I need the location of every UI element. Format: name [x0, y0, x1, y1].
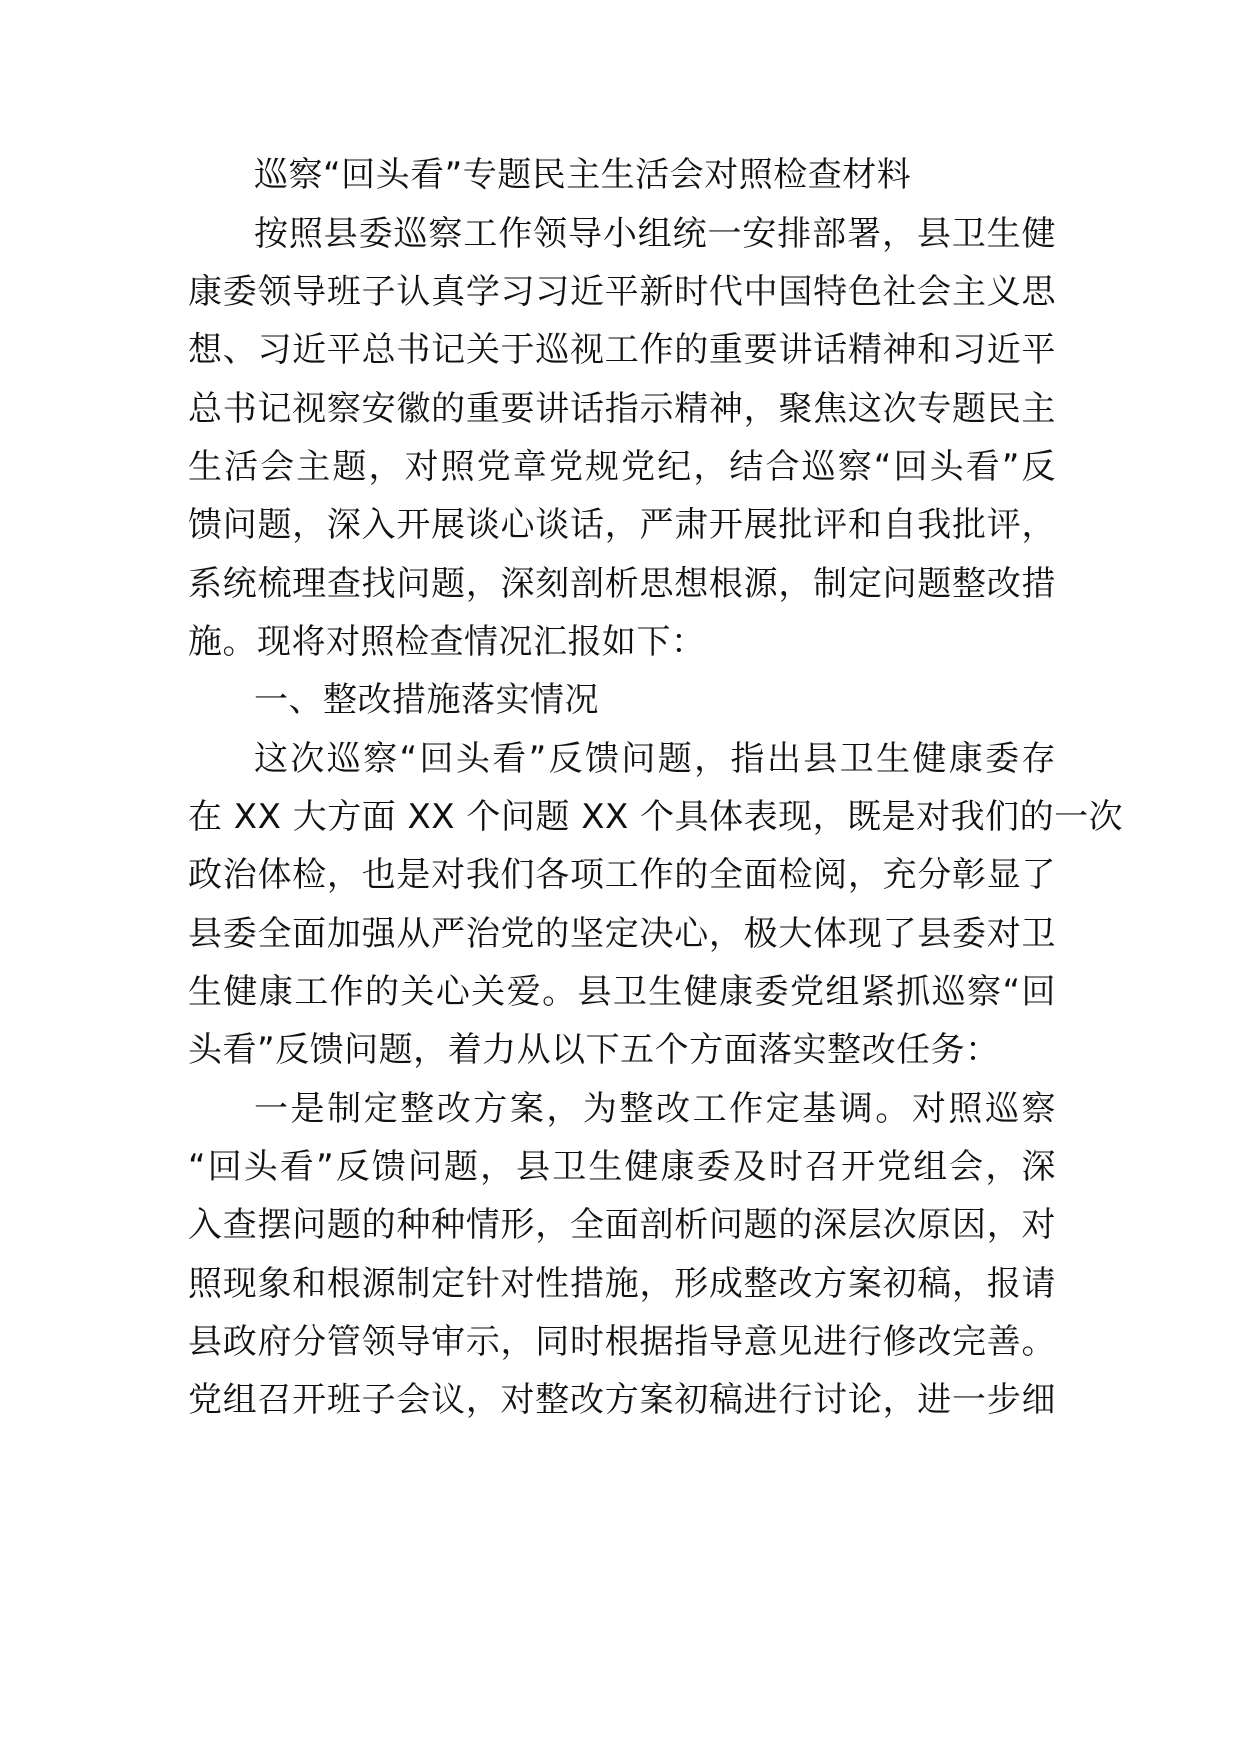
paragraph-line: 馈问题，深入开展谈心谈话，严肃开展批评和自我批评，: [188, 505, 1056, 545]
paragraph-line: 照现象和根源制定针对性措施，形成整改方案初稿，报请: [188, 1264, 1056, 1304]
paragraph-line: 系统梳理查找问题，深刻剖析思想根源，制定问题整改措: [188, 564, 1056, 604]
paragraph-line: 头看”反馈问题，着力从以下五个方面落实整改任务：: [188, 1030, 1000, 1070]
paragraph-line: 总书记视察安徽的重要讲话指示精神，聚焦这次专题民主: [188, 389, 1056, 429]
paragraph-line: 入查摆问题的种种情形，全面剖析问题的深层次原因，对: [188, 1205, 1056, 1245]
paragraph-line: 政治体检，也是对我们各项工作的全面检阅，充分彰显了: [188, 855, 1056, 895]
paragraph-line: 一是制定整改方案，为整改工作定基调。对照巡察: [254, 1089, 1056, 1129]
paragraph-line: 这次巡察“回头看”反馈问题，指出县卫生健康委存: [254, 739, 1056, 779]
paragraph-line: 生健康工作的关心关爱。县卫生健康委党组紧抓巡察“回: [188, 972, 1056, 1012]
paragraph-line: 康委领导班子认真学习习近平新时代中国特色社会主义思: [188, 272, 1056, 312]
section-heading: 一、整改措施落实情况: [254, 680, 599, 720]
paragraph-line: 生活会主题，对照党章党规党纪，结合巡察“回头看”反: [188, 447, 1056, 487]
paragraph-line: 按照县委巡察工作领导小组统一安排部署，县卫生健: [254, 214, 1056, 254]
paragraph-line: 在 XX 大方面 XX 个问题 XX 个具体表现，既是对我们的一次: [188, 797, 1124, 837]
paragraph-line: 施。现将对照检查情况汇报如下：: [188, 622, 706, 662]
paragraph-line: 想、习近平总书记关于巡视工作的重要讲话精神和习近平: [188, 330, 1056, 370]
paragraph-line: 党组召开班子会议，对整改方案初稿进行讨论，进一步细: [188, 1380, 1056, 1420]
paragraph-line: 县政府分管领导审示，同时根据指导意见进行修改完善。: [188, 1322, 1056, 1362]
paragraph-line: “回头看”反馈问题，县卫生健康委及时召开党组会，深: [188, 1147, 1056, 1187]
paragraph-line: 县委全面加强从严治党的坚定决心，极大体现了县委对卫: [188, 914, 1056, 954]
document-title: 巡察“回头看”专题民主生活会对照检查材料: [254, 155, 912, 195]
